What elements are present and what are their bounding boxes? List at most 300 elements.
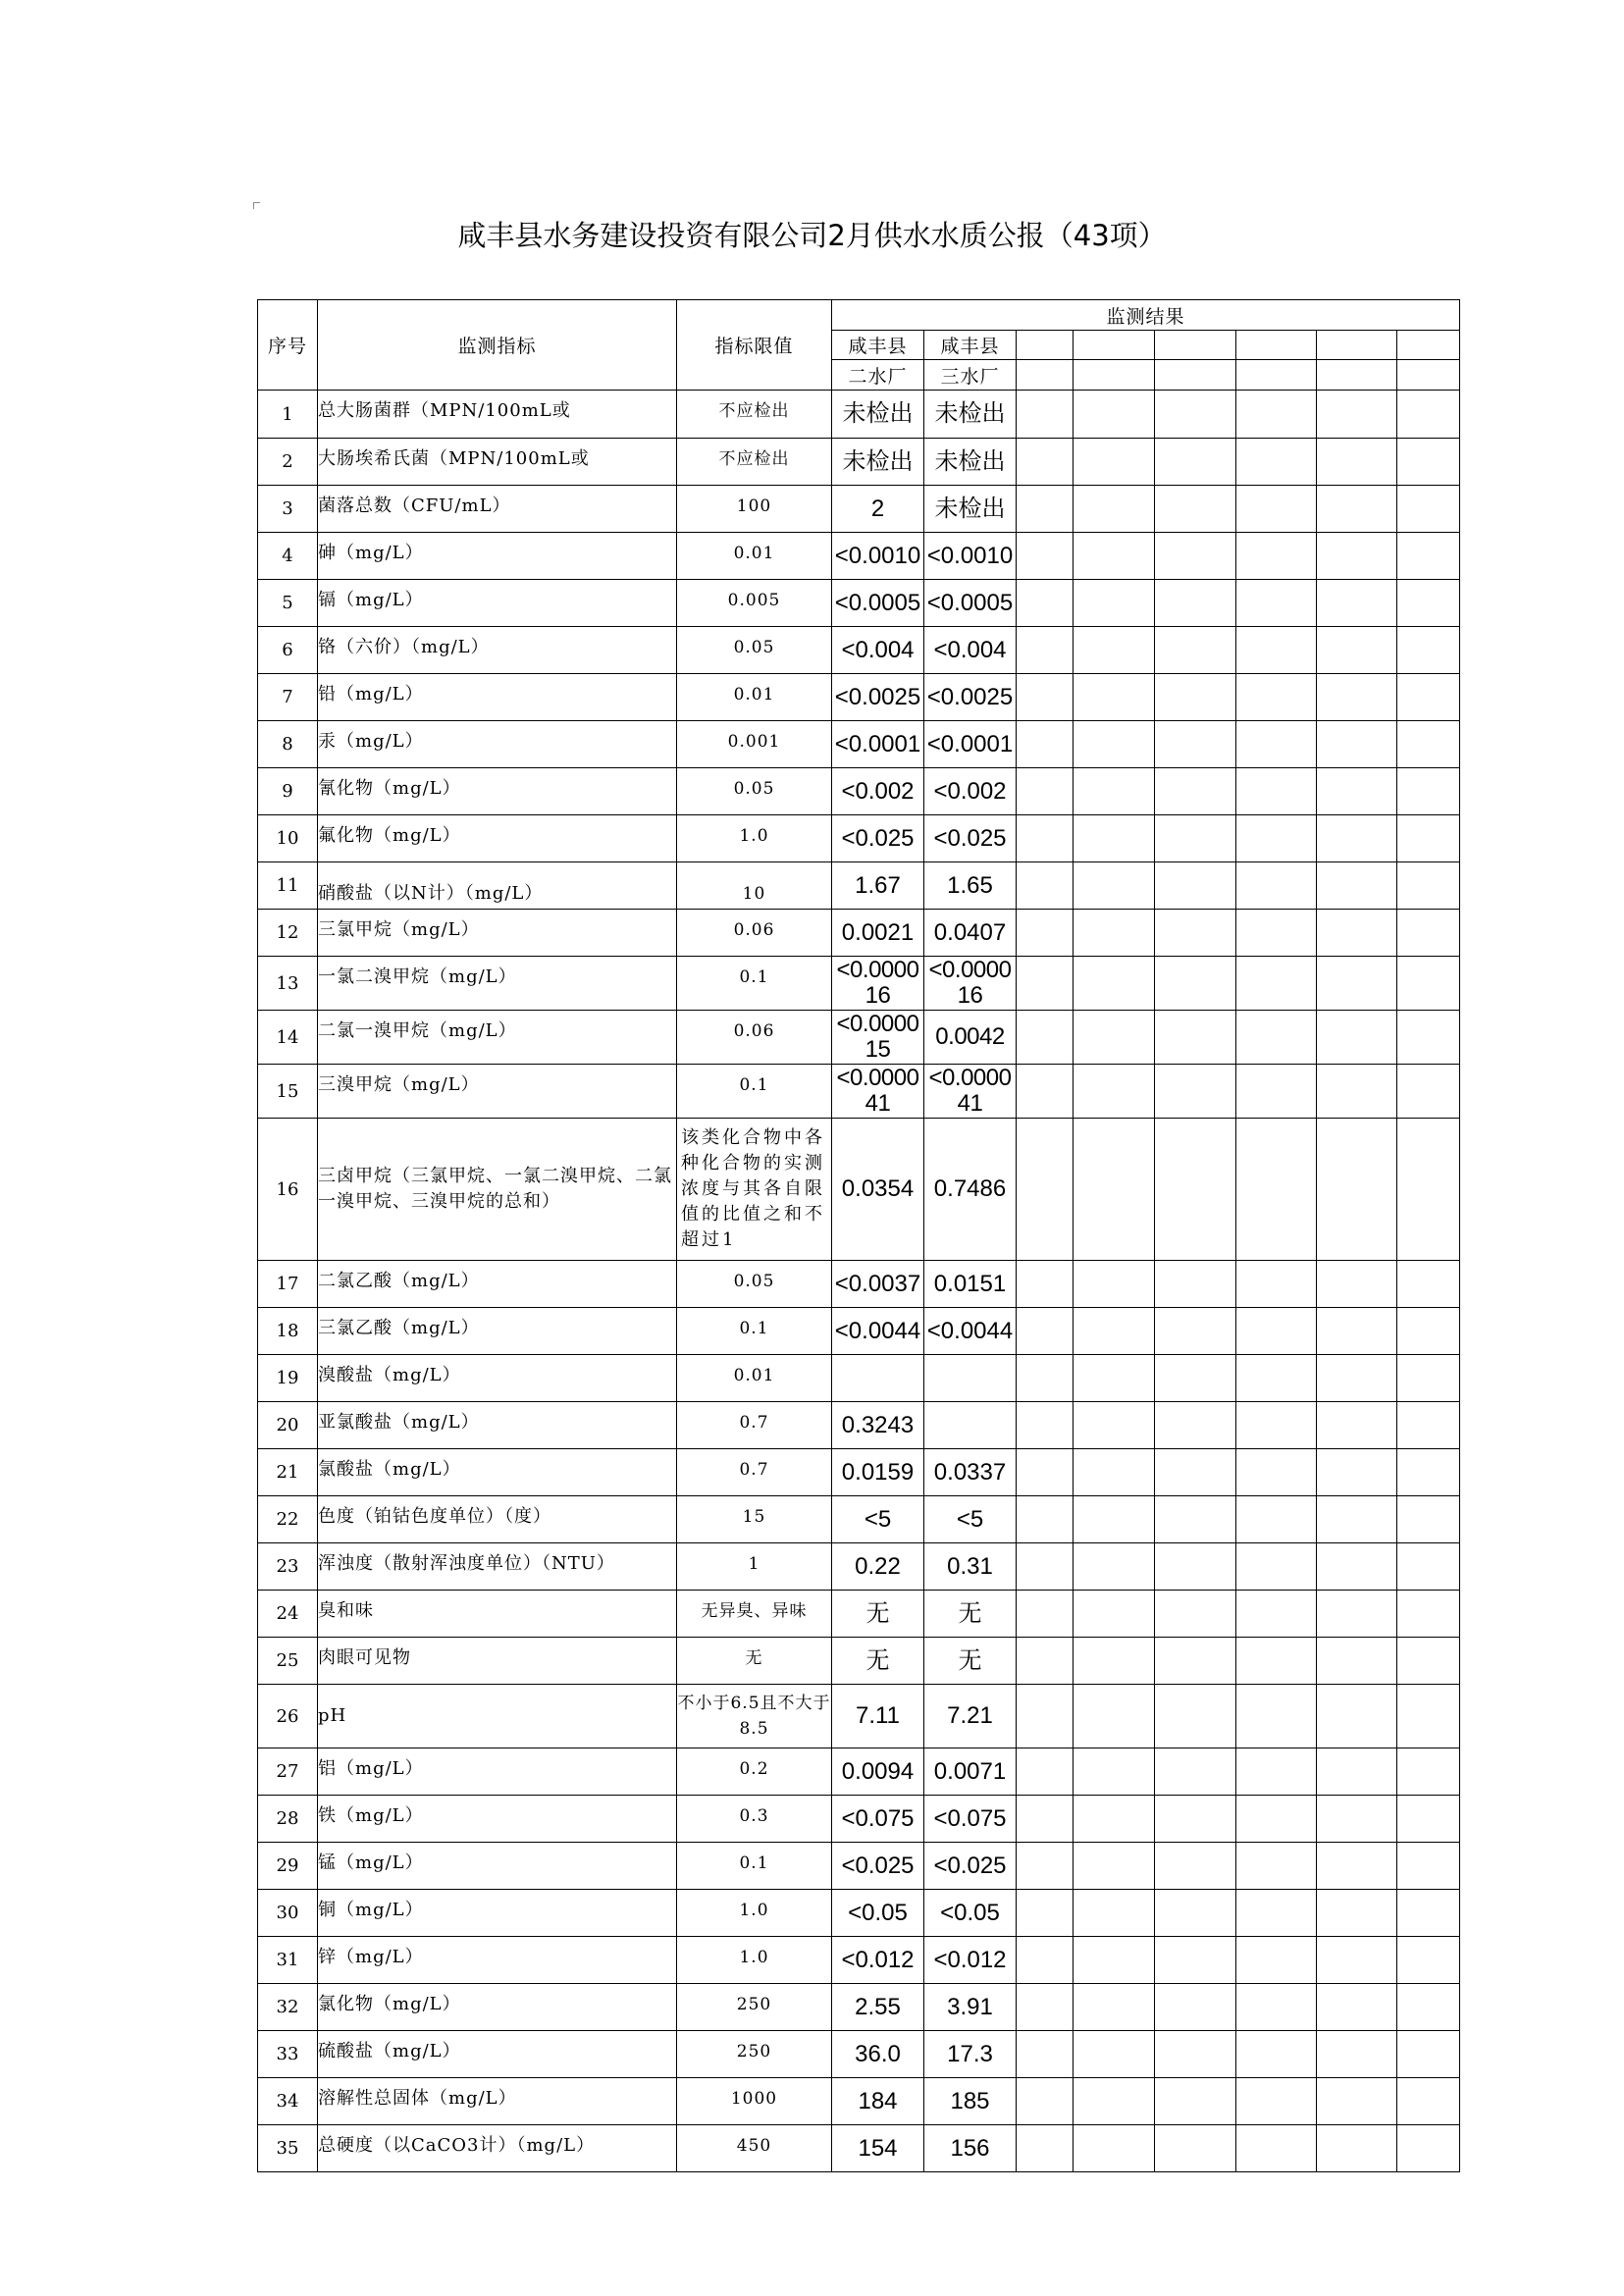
limit-value: 0.2 (677, 1748, 832, 1796)
result-empty-cell (1074, 815, 1155, 862)
result-empty-cell (1317, 910, 1397, 957)
result-empty-cell (1074, 957, 1155, 1011)
result-empty-cell (1074, 1748, 1155, 1796)
result-plant2: <0.05 (832, 1890, 924, 1937)
table-row (258, 1890, 1460, 1937)
result-empty-cell (1074, 1011, 1155, 1065)
result-empty-cell (1155, 1685, 1236, 1748)
result-empty-cell (1155, 2078, 1236, 2125)
table-row (258, 1065, 1460, 1119)
result-empty-cell (1017, 580, 1074, 627)
row-number: 2 (258, 439, 318, 486)
result-empty-cell (1074, 2078, 1155, 2125)
indicator-name: 锰（mg/L） (318, 1843, 677, 1890)
table-row (258, 1402, 1460, 1449)
result-empty-cell (1397, 1843, 1460, 1890)
result-empty-cell (1317, 862, 1397, 910)
header-empty-cell (1074, 360, 1155, 391)
indicator-name: 溶解性总固体（mg/L） (318, 2078, 677, 2125)
result-empty-cell (1397, 391, 1460, 439)
result-empty-cell (1317, 1796, 1397, 1843)
result-empty-cell (1317, 580, 1397, 627)
result-empty-cell (1397, 815, 1460, 862)
table-row (258, 1638, 1460, 1685)
result-empty-cell (1017, 1261, 1074, 1308)
result-empty-cell (1317, 1449, 1397, 1496)
result-empty-cell (1155, 1543, 1236, 1591)
result-empty-cell (1017, 1796, 1074, 1843)
result-plant2: <0.000016 (832, 957, 924, 1011)
indicator-name: 溴酸盐（mg/L） (318, 1355, 677, 1402)
result-empty-cell (1074, 1449, 1155, 1496)
result-empty-cell (1236, 1261, 1317, 1308)
result-plant2: <0.012 (832, 1937, 924, 1984)
row-number: 16 (258, 1119, 318, 1261)
result-empty-cell (1236, 957, 1317, 1011)
result-empty-cell (1236, 1402, 1317, 1449)
result-empty-cell (1317, 1261, 1397, 1308)
result-plant3: 0.0407 (924, 910, 1017, 957)
result-plant3: <0.025 (924, 815, 1017, 862)
header-plant3-line1: 咸丰县 (924, 331, 1017, 360)
result-empty-cell (1017, 815, 1074, 862)
result-empty-cell (1236, 580, 1317, 627)
indicator-name: 大肠埃希氏菌（MPN/100mL或 (318, 439, 677, 486)
header-empty-cell (1236, 331, 1317, 360)
row-number: 3 (258, 486, 318, 533)
result-empty-cell (1397, 1748, 1460, 1796)
result-empty-cell (1397, 486, 1460, 533)
result-plant3: 0.0337 (924, 1449, 1017, 1496)
table-row (258, 1685, 1460, 1748)
result-empty-cell (1397, 1308, 1460, 1355)
result-plant3: <0.002 (924, 768, 1017, 815)
indicator-name: 硫酸盐（mg/L） (318, 2031, 677, 2078)
result-plant3: <0.000041 (924, 1065, 1017, 1119)
row-number: 27 (258, 1748, 318, 1796)
limit-value: 0.06 (677, 910, 832, 957)
result-empty-cell (1017, 1119, 1074, 1261)
result-empty-cell (1155, 815, 1236, 862)
result-empty-cell (1155, 1937, 1236, 1984)
result-empty-cell (1074, 910, 1155, 957)
limit-value: 该类化合物中各种化合物的实测浓度与其各自限值的比值之和不超过1 (677, 1119, 832, 1261)
result-plant2: 36.0 (832, 2031, 924, 2078)
row-number: 19 (258, 1355, 318, 1402)
limit-value: 不应检出 (677, 439, 832, 486)
header-empty-cell (1397, 360, 1460, 391)
result-empty-cell (1317, 1496, 1397, 1543)
indicator-name: 铝（mg/L） (318, 1748, 677, 1796)
limit-value: 0.06 (677, 1011, 832, 1065)
limit-value: 15 (677, 1496, 832, 1543)
result-empty-cell (1236, 1543, 1317, 1591)
result-empty-cell (1017, 533, 1074, 580)
indicator-name: 总硬度（以CaCO3计）（mg/L） (318, 2125, 677, 2172)
result-empty-cell (1155, 1843, 1236, 1890)
result-empty-cell (1317, 2031, 1397, 2078)
limit-value: 0.1 (677, 1308, 832, 1355)
result-empty-cell (1236, 815, 1317, 862)
limit-value: 10 (677, 862, 832, 910)
result-plant3: 无 (924, 1638, 1017, 1685)
result-plant2: <0.0025 (832, 674, 924, 721)
row-number: 13 (258, 957, 318, 1011)
result-empty-cell (1074, 1591, 1155, 1638)
result-empty-cell (1317, 721, 1397, 768)
result-empty-cell (1397, 2078, 1460, 2125)
result-plant3: 0.7486 (924, 1119, 1017, 1261)
result-empty-cell (1397, 1261, 1460, 1308)
result-empty-cell (1397, 1984, 1460, 2031)
result-plant2: <5 (832, 1496, 924, 1543)
result-empty-cell (1017, 768, 1074, 815)
result-empty-cell (1074, 1065, 1155, 1119)
indicator-name: 氯化物（mg/L） (318, 1984, 677, 2031)
row-number: 32 (258, 1984, 318, 2031)
result-empty-cell (1074, 1543, 1155, 1591)
result-empty-cell (1074, 486, 1155, 533)
row-number: 9 (258, 768, 318, 815)
row-number: 15 (258, 1065, 318, 1119)
indicator-name: 二氯一溴甲烷（mg/L） (318, 1011, 677, 1065)
result-plant3 (924, 1402, 1017, 1449)
result-plant3 (924, 1355, 1017, 1402)
result-plant2: <0.0044 (832, 1308, 924, 1355)
limit-value: 不小于6.5且不大于8.5 (677, 1685, 832, 1748)
result-empty-cell (1236, 2031, 1317, 2078)
result-empty-cell (1017, 627, 1074, 674)
result-empty-cell (1236, 1685, 1317, 1748)
result-plant3: <0.0044 (924, 1308, 1017, 1355)
result-empty-cell (1074, 1308, 1155, 1355)
row-number: 14 (258, 1011, 318, 1065)
row-number: 33 (258, 2031, 318, 2078)
result-empty-cell (1017, 1984, 1074, 2031)
result-empty-cell (1074, 1261, 1155, 1308)
result-empty-cell (1155, 674, 1236, 721)
table-row (258, 721, 1460, 768)
header-plant2-line2: 二水厂 (832, 360, 924, 391)
header-empty-cell (1397, 331, 1460, 360)
result-empty-cell (1317, 391, 1397, 439)
limit-value: 0.1 (677, 1065, 832, 1119)
indicator-name: 臭和味 (318, 1591, 677, 1638)
indicator-name: 浑浊度（散射浑浊度单位）（NTU） (318, 1543, 677, 1591)
row-number: 31 (258, 1937, 318, 1984)
result-empty-cell (1397, 580, 1460, 627)
limit-value: 0.3 (677, 1796, 832, 1843)
result-empty-cell (1074, 1402, 1155, 1449)
header-empty-cell (1017, 360, 1074, 391)
result-empty-cell (1236, 1591, 1317, 1638)
row-number: 35 (258, 2125, 318, 2172)
header-limit: 指标限值 (677, 300, 832, 391)
result-empty-cell (1074, 1638, 1155, 1685)
row-number: 26 (258, 1685, 318, 1748)
result-empty-cell (1317, 1748, 1397, 1796)
result-empty-cell (1397, 1119, 1460, 1261)
row-number: 4 (258, 533, 318, 580)
indicator-name: 三卤甲烷（三氯甲烷、一氯二溴甲烷、二氯一溴甲烷、三溴甲烷的总和） (318, 1119, 677, 1261)
result-empty-cell (1155, 1261, 1236, 1308)
result-plant3: <5 (924, 1496, 1017, 1543)
result-empty-cell (1074, 721, 1155, 768)
result-empty-cell (1017, 1065, 1074, 1119)
result-plant3: 7.21 (924, 1685, 1017, 1748)
result-empty-cell (1317, 674, 1397, 721)
table-row (258, 2078, 1460, 2125)
result-empty-cell (1155, 439, 1236, 486)
result-empty-cell (1317, 1984, 1397, 2031)
result-empty-cell (1155, 1402, 1236, 1449)
result-empty-cell (1017, 1355, 1074, 1402)
limit-value: 0.1 (677, 957, 832, 1011)
result-empty-cell (1074, 2031, 1155, 2078)
indicator-name: 砷（mg/L） (318, 533, 677, 580)
indicator-name: 二氯乙酸（mg/L） (318, 1261, 677, 1308)
result-empty-cell (1397, 1591, 1460, 1638)
result-plant3: 未检出 (924, 391, 1017, 439)
result-empty-cell (1397, 1355, 1460, 1402)
result-empty-cell (1397, 1065, 1460, 1119)
row-number: 17 (258, 1261, 318, 1308)
result-empty-cell (1017, 1937, 1074, 1984)
indicator-name: 镉（mg/L） (318, 580, 677, 627)
result-plant2: 未检出 (832, 391, 924, 439)
result-empty-cell (1155, 533, 1236, 580)
result-plant2: 0.22 (832, 1543, 924, 1591)
result-empty-cell (1236, 910, 1317, 957)
result-plant3: 156 (924, 2125, 1017, 2172)
result-empty-cell (1236, 439, 1317, 486)
result-empty-cell (1017, 1890, 1074, 1937)
result-empty-cell (1397, 1496, 1460, 1543)
result-empty-cell (1397, 1685, 1460, 1748)
table-row (258, 1984, 1460, 2031)
result-empty-cell (1017, 1496, 1074, 1543)
result-empty-cell (1397, 862, 1460, 910)
result-empty-cell (1017, 2078, 1074, 2125)
result-plant3: 0.0071 (924, 1748, 1017, 1796)
result-plant2 (832, 1355, 924, 1402)
table-row (258, 1543, 1460, 1591)
result-empty-cell (1317, 1638, 1397, 1685)
result-empty-cell (1155, 1748, 1236, 1796)
result-empty-cell (1074, 580, 1155, 627)
result-plant3: 0.31 (924, 1543, 1017, 1591)
result-plant3: 未检出 (924, 486, 1017, 533)
result-empty-cell (1017, 1543, 1074, 1591)
result-plant3: 1.65 (924, 862, 1017, 910)
result-plant2: 无 (832, 1638, 924, 1685)
result-empty-cell (1236, 1011, 1317, 1065)
result-empty-cell (1155, 2031, 1236, 2078)
header-empty-cell (1017, 331, 1074, 360)
result-empty-cell (1155, 1308, 1236, 1355)
result-empty-cell (1017, 1591, 1074, 1638)
limit-value: 1 (677, 1543, 832, 1591)
indicator-name: pH (318, 1685, 677, 1748)
header-empty-cell (1155, 331, 1236, 360)
indicator-name: 氟化物（mg/L） (318, 815, 677, 862)
result-empty-cell (1397, 2031, 1460, 2078)
indicator-name: 铁（mg/L） (318, 1796, 677, 1843)
result-plant2: 未检出 (832, 439, 924, 486)
result-empty-cell (1236, 533, 1317, 580)
result-plant2: <0.0037 (832, 1261, 924, 1308)
indicator-name: 亚氯酸盐（mg/L） (318, 1402, 677, 1449)
table-row (258, 674, 1460, 721)
limit-value: 0.001 (677, 721, 832, 768)
result-empty-cell (1236, 1843, 1317, 1890)
row-number: 8 (258, 721, 318, 768)
result-plant2: 7.11 (832, 1685, 924, 1748)
table-row (258, 910, 1460, 957)
indicator-name: 氰化物（mg/L） (318, 768, 677, 815)
table-row (258, 1796, 1460, 1843)
result-empty-cell (1236, 1065, 1317, 1119)
result-empty-cell (1236, 1890, 1317, 1937)
indicator-name: 三氯甲烷（mg/L） (318, 910, 677, 957)
result-empty-cell (1155, 957, 1236, 1011)
result-plant3: <0.0001 (924, 721, 1017, 768)
page-title: 咸丰县水务建设投资有限公司2月供水水质公报（43项） (457, 219, 1167, 252)
result-empty-cell (1017, 486, 1074, 533)
table-row (258, 1748, 1460, 1796)
result-empty-cell (1236, 627, 1317, 674)
result-empty-cell (1397, 910, 1460, 957)
result-plant3: <0.025 (924, 1843, 1017, 1890)
indicator-name: 三氯乙酸（mg/L） (318, 1308, 677, 1355)
result-empty-cell (1236, 1748, 1317, 1796)
table-row (258, 1937, 1460, 1984)
result-plant2: 184 (832, 2078, 924, 2125)
result-empty-cell (1074, 1796, 1155, 1843)
result-plant3: <0.0010 (924, 533, 1017, 580)
result-empty-cell (1074, 627, 1155, 674)
result-plant2: 154 (832, 2125, 924, 2172)
result-empty-cell (1317, 957, 1397, 1011)
result-empty-cell (1155, 1496, 1236, 1543)
table-row (258, 1449, 1460, 1496)
result-empty-cell (1155, 486, 1236, 533)
table-row (258, 1308, 1460, 1355)
result-plant3: 无 (924, 1591, 1017, 1638)
result-plant2: <0.0005 (832, 580, 924, 627)
result-empty-cell (1074, 1890, 1155, 1937)
limit-value: 250 (677, 2031, 832, 2078)
result-empty-cell (1397, 533, 1460, 580)
indicator-name: 菌落总数（CFU/mL） (318, 486, 677, 533)
header-plant2-line1: 咸丰县 (832, 331, 924, 360)
table-row (258, 1011, 1460, 1065)
result-empty-cell (1317, 815, 1397, 862)
result-plant2: <0.004 (832, 627, 924, 674)
table-row (258, 1355, 1460, 1402)
result-empty-cell (1017, 674, 1074, 721)
result-empty-cell (1017, 957, 1074, 1011)
result-empty-cell (1397, 768, 1460, 815)
limit-value: 1000 (677, 2078, 832, 2125)
result-empty-cell (1074, 1937, 1155, 1984)
row-number: 21 (258, 1449, 318, 1496)
result-empty-cell (1236, 1937, 1317, 1984)
table-row (258, 768, 1460, 815)
result-empty-cell (1017, 2031, 1074, 2078)
result-empty-cell (1397, 627, 1460, 674)
result-empty-cell (1017, 439, 1074, 486)
row-number: 24 (258, 1591, 318, 1638)
indicator-name: 锌（mg/L） (318, 1937, 677, 1984)
row-number: 20 (258, 1402, 318, 1449)
result-empty-cell (1017, 1011, 1074, 1065)
result-empty-cell (1236, 1308, 1317, 1355)
indicator-name: 肉眼可见物 (318, 1638, 677, 1685)
result-plant2: <0.075 (832, 1796, 924, 1843)
result-empty-cell (1074, 1119, 1155, 1261)
result-empty-cell (1236, 1355, 1317, 1402)
result-empty-cell (1155, 1796, 1236, 1843)
result-empty-cell (1397, 439, 1460, 486)
result-empty-cell (1074, 533, 1155, 580)
indicator-name: 三溴甲烷（mg/L） (318, 1065, 677, 1119)
result-empty-cell (1317, 439, 1397, 486)
result-plant2: <0.000041 (832, 1065, 924, 1119)
limit-value: 0.7 (677, 1449, 832, 1496)
table-row (258, 533, 1460, 580)
row-number: 30 (258, 1890, 318, 1937)
header-indicator: 监测指标 (318, 300, 677, 391)
table-row (258, 391, 1460, 439)
indicator-name: 一氯二溴甲烷（mg/L） (318, 957, 677, 1011)
result-empty-cell (1317, 1308, 1397, 1355)
table-row (258, 815, 1460, 862)
row-number: 29 (258, 1843, 318, 1890)
result-plant3: <0.0025 (924, 674, 1017, 721)
result-empty-cell (1317, 1890, 1397, 1937)
result-empty-cell (1317, 1011, 1397, 1065)
limit-value: 不应检出 (677, 391, 832, 439)
table-row (258, 1261, 1460, 1308)
result-empty-cell (1397, 1402, 1460, 1449)
table-row (258, 627, 1460, 674)
header-no: 序号 (258, 300, 318, 391)
result-empty-cell (1236, 2078, 1317, 2125)
limit-value: 450 (677, 2125, 832, 2172)
table-row (258, 439, 1460, 486)
result-empty-cell (1236, 391, 1317, 439)
header-plant3-line2: 三水厂 (924, 360, 1017, 391)
result-plant2: 0.0159 (832, 1449, 924, 1496)
limit-value: 0.7 (677, 1402, 832, 1449)
result-empty-cell (1017, 2125, 1074, 2172)
limit-value: 0.05 (677, 627, 832, 674)
table-row (258, 2125, 1460, 2172)
result-empty-cell (1236, 2125, 1317, 2172)
row-number: 6 (258, 627, 318, 674)
result-empty-cell (1397, 674, 1460, 721)
result-empty-cell (1397, 2125, 1460, 2172)
result-empty-cell (1397, 1011, 1460, 1065)
result-empty-cell (1155, 391, 1236, 439)
result-empty-cell (1155, 910, 1236, 957)
result-empty-cell (1017, 910, 1074, 957)
result-empty-cell (1397, 1937, 1460, 1984)
result-plant2: <0.0001 (832, 721, 924, 768)
result-empty-cell (1397, 1638, 1460, 1685)
result-empty-cell (1074, 439, 1155, 486)
